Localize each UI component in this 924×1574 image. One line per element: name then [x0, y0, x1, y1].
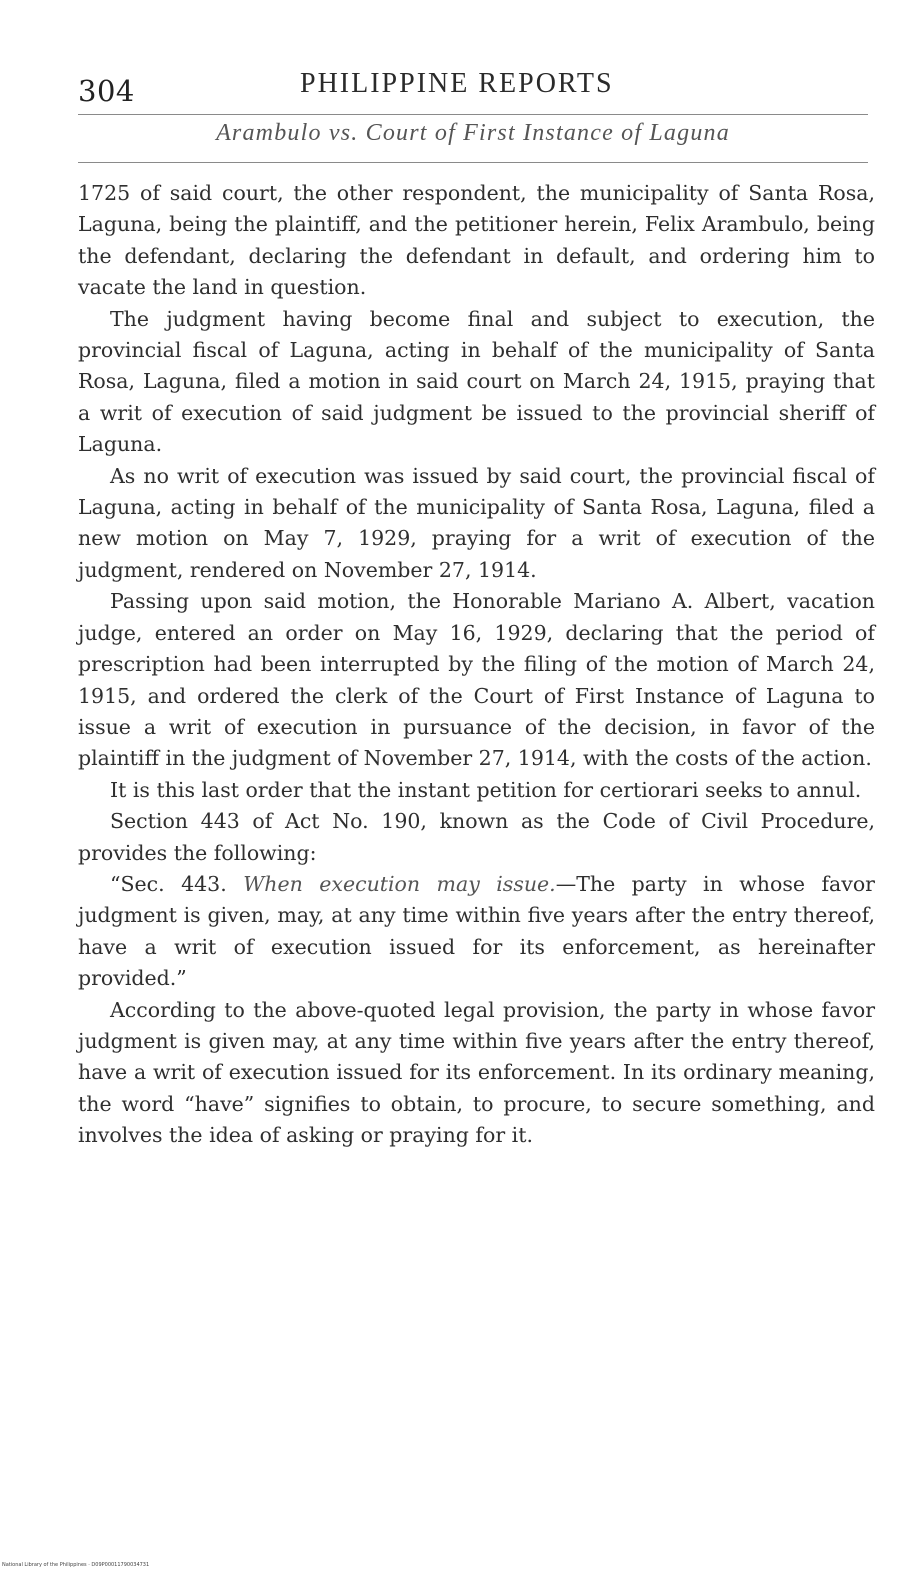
quote-section-text: —The party in whose favor judgment is given, may, at any time within five years after the entry thereof, have a writ of execution issued for its enforcement, as hereinafter provided.” [78, 871, 875, 991]
quote-section-heading: When execution may issue. [243, 871, 556, 896]
page-number: 304 [78, 74, 135, 108]
case-title: Arambulo vs. Court of First Instance of Laguna [216, 120, 730, 146]
body-text [78, 178, 875, 1152]
page-header [78, 66, 868, 114]
source-footer-note: National Library of the Philippines · D09P00011790034731 [2, 1562, 150, 1568]
paragraph-7-quotation [78, 869, 875, 995]
quote-section-label: “Sec. 443. [110, 871, 227, 896]
paragraph-1: 1725 of said court, the other respondent, the municipality of Santa Rosa, Laguna, being the plaintiff, and the petitioner herein, Felix Arambulo, being the defendant, declaring the defendant in default, and ordering him to vacate the land in question. [78, 181, 875, 300]
paragraph-6: Section 443 of Act No. 190, known as the Code of Civil Procedure, provides the following: [78, 809, 875, 865]
header-rule-top [78, 114, 868, 115]
header-rule-bottom [78, 162, 868, 163]
running-head: PHILIPPINE REPORTS [300, 68, 614, 99]
paragraph-5: It is this last order that the instant petition for certiorari seeks to annul. [110, 777, 862, 802]
paragraph-3: As no writ of execution was issued by said court, the provincial fiscal of Laguna, acting in behalf of the municipality of Santa Rosa, Laguna, filed a new motion on May 7, 1929, praying for a writ of execution of the judgment, rendered on November 27, 1914. [78, 463, 875, 582]
paragraph-2: The judgment having become final and subject to execution, the provincial fiscal of Laguna, acting in behalf of the municipality of Santa Rosa, Laguna, filed a motion in said court on March 24, 1915, praying that a writ of execution of said judgment be issued to the provincial sheriff of Laguna. [78, 306, 875, 457]
paragraph-4: Passing upon said motion, the Honorable Mariano A. Albert, vacation judge, entered an order on May 16, 1929, declaring that the period of prescription had been interrupted by the filing of the motion of March 24, 1915, and ordered the clerk of the Court of First Instance of Laguna to issue a writ of execution in pursuance of the decision, in favor of the plaintiff in the judgment of November 27, 1914, with the costs of the action. [78, 589, 875, 771]
paragraph-8: According to the above-quoted legal provision, the party in whose favor judgment is given may, at any time within five years after the entry thereof, have a writ of execution issued for its enforcement. In its ordinary meaning, the word “have” signifies to obtain, to procure, to secure something, and involves the idea of asking or praying for it. [78, 997, 875, 1148]
